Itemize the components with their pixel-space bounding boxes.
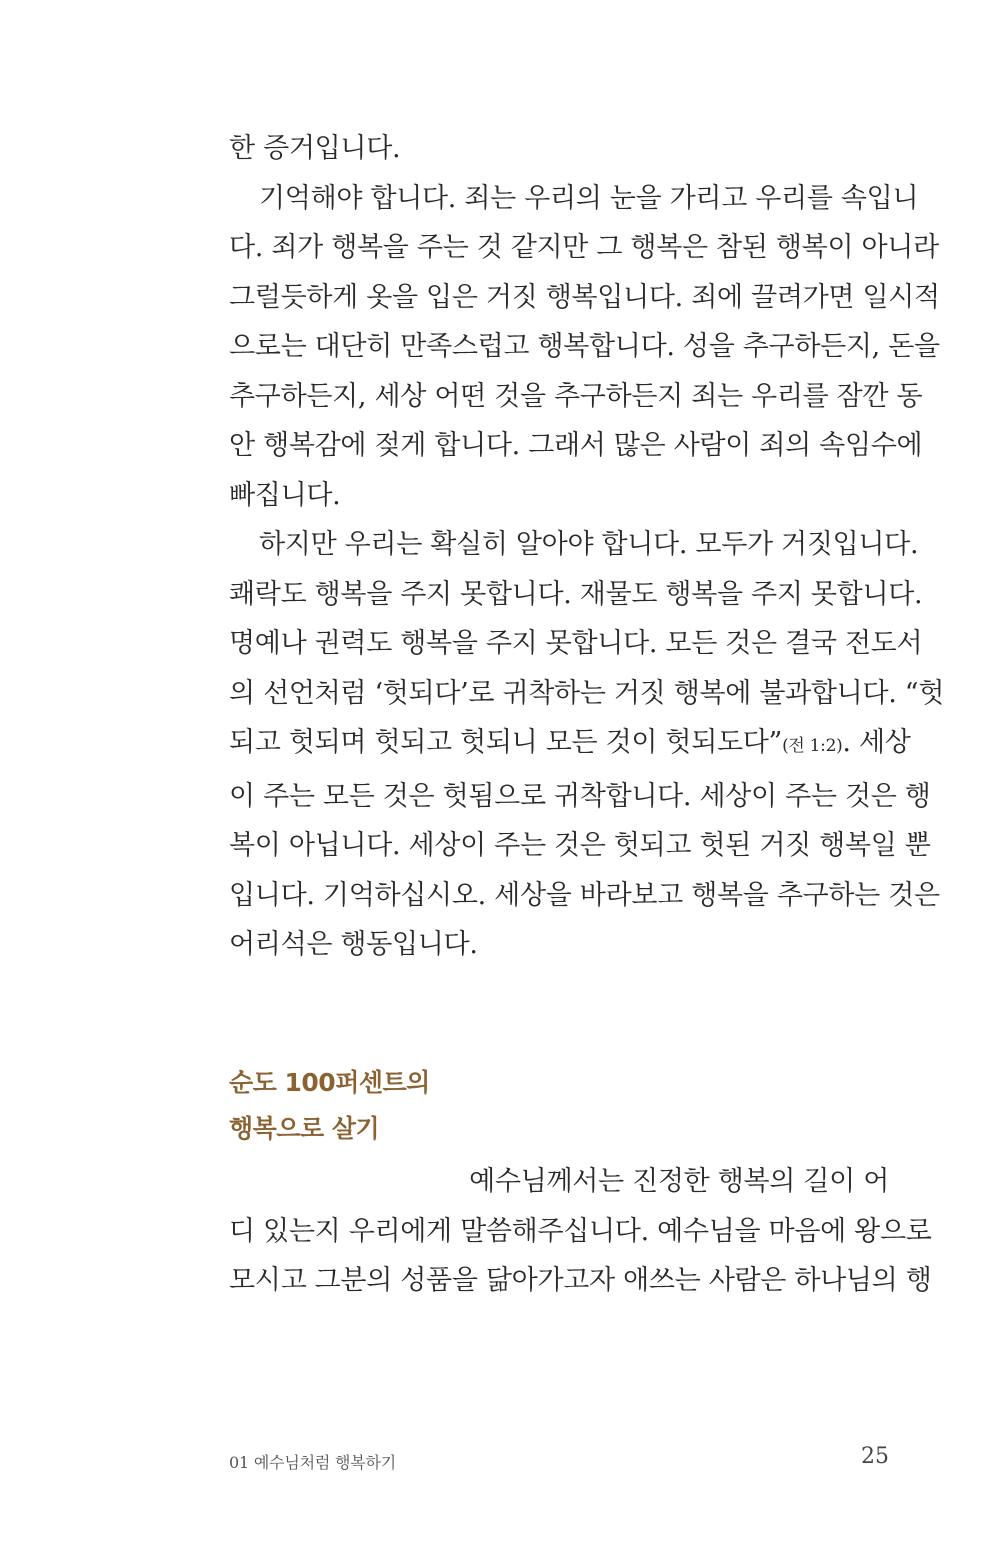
text-line: 모시고 그분의 성품을 닮아가고자 애쓰는 사람은 하나님의 행 bbox=[229, 1265, 932, 1296]
text-line: 다. 죄가 행복을 주는 것 같지만 그 행복은 참된 행복이 아니라 bbox=[229, 232, 939, 263]
text-line: 그럴듯하게 옷을 입은 거짓 행복입니다. 죄에 끌려가면 일시적 bbox=[229, 281, 940, 313]
text-line: 하지만 우리는 확실히 알아야 합니다. 모두가 거짓입니다. bbox=[259, 529, 919, 560]
text-line: 이 주는 모든 것은 헛됨으로 귀착합니다. 세상이 주는 것은 행 bbox=[229, 780, 931, 812]
text-line: 디 있는지 우리에게 말씀해주십니다. 예수님을 마음에 왕으로 bbox=[229, 1215, 932, 1247]
section-heading-line: 행복으로 살기 bbox=[229, 1114, 380, 1143]
text-line: 입니다. 기억하십시오. 세상을 바라보고 행복을 추구하는 것은 bbox=[229, 879, 940, 911]
page-number: 25 bbox=[861, 1444, 889, 1469]
text-line: 복이 아닙니다. 세상이 주는 것은 헛되고 헛된 거짓 행복일 뿐 bbox=[229, 830, 931, 861]
text-line: 어리석은 행동입니다. bbox=[229, 929, 478, 960]
running-footer-chapter: 01 예수님처럼 행복하기 bbox=[229, 1453, 397, 1472]
section-paragraph bbox=[229, 1157, 932, 1306]
text-line: 한 증거입니다. bbox=[229, 133, 401, 164]
text-line: 빠집니다. bbox=[229, 479, 341, 511]
text-line: 예수님께서는 진정한 행복의 길이 어 bbox=[469, 1166, 889, 1197]
body-paragraphs bbox=[229, 124, 945, 970]
section-heading bbox=[229, 1060, 430, 1152]
bible-citation: (전 1:2) bbox=[782, 736, 843, 756]
text-line: 추구하든지, 세상 어떤 것을 추구하든지 죄는 우리를 잠깐 동 bbox=[229, 380, 923, 412]
text-line: 쾌락도 행복을 주지 못합니다. 재물도 행복을 주지 못합니다. bbox=[229, 578, 923, 610]
text-line-with-citation bbox=[229, 718, 911, 772]
quote-text: 되고 헛되며 헛되고 헛되니 모든 것이 헛되도다” bbox=[229, 727, 783, 758]
text-line: 안 행복감에 젖게 합니다. 그래서 많은 사람이 죄의 속임수에 bbox=[229, 430, 923, 461]
text-line: 의 선언처럼 ‘헛되다’로 귀착하는 거짓 행복에 불과합니다. “헛 bbox=[229, 677, 945, 709]
text-line: 명예나 권력도 행복을 주지 못합니다. 모든 것은 결국 전도서 bbox=[229, 628, 923, 659]
text-line: 기억해야 합니다. 죄는 우리의 눈을 가리고 우리를 속입니 bbox=[259, 182, 919, 214]
text-line: 으로는 대단히 만족스럽고 행복합니다. 성을 추구하든지, 돈을 bbox=[229, 331, 940, 362]
quote-tail: . 세상 bbox=[842, 727, 911, 758]
section-heading-line: 순도 100퍼센트의 bbox=[229, 1068, 430, 1097]
